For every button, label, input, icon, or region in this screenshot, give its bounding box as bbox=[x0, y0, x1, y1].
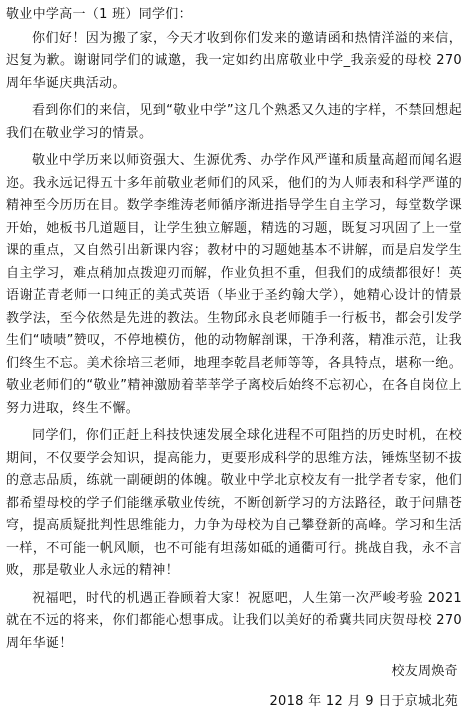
letter-salutation: 敬业中学高一（1 班）同学们： bbox=[6, 7, 192, 22]
letter-body bbox=[6, 4, 462, 713]
letter-paragraph-blessing: 祝福吧，时代的机遇正眷顾着大家！祝愿吧，人生第一次严峻考验 2021 就在不远的将来，你们都能心想事成。让我们以美好的希冀共同庆贺母校 270 周年华诞！ bbox=[6, 590, 462, 651]
letter-paragraph-encouragement: 同学们，你们正赶上科技快速发展全球化进程不可阻挡的历史时机，在校期间，不仅要学会知识，提高能力，更要形成科学的思维方法，锤炼坚韧不拔的意志品质，练就一副硬朗的体魄。敬业中学北京校友有一批学者专家，他们都希望母校的学子们能继承敬业传统，不断创新学习的方法路径，敢于问鼎苍穹，提高质疑批判性思维能力，力争为母校为自己攀登新的高峰。学习和生活一样，不可能一帆风顺，也不可能有坦荡如砥的通衢可行。挑战自我，永不言败，那是敬业人永远的精神！ bbox=[6, 428, 462, 578]
letter-signature: 校友周焕奇 bbox=[391, 664, 458, 679]
letter-date: 2018 年 12 月 9 日于京城北苑 bbox=[269, 693, 458, 709]
letter-paragraph-memories: 看到你们的来信，见到“敬业中学”这几个熟悉又久违的字样，不禁回想起我们在敬业学习的情景。 bbox=[6, 103, 462, 141]
letter-paragraph-greeting: 你们好！因为搬了家，今天才收到你们发来的邀请函和热情洋溢的来信，迟复为歉。谢谢同学们的诚邀，我一定如约出席敬业中学_我亲爱的母校 270 周年华诞庆典活动。 bbox=[6, 30, 462, 91]
letter-paragraph-teachers: 敬业中学历来以师资强大、生源优秀、办学作风严谨和质量高超而闻名遐迩。我永远记得五十多年前敬业老师们的风采，他们的为人师表和科学严谨的精神至今历历在目。数学李维涛老师循序渐进指导学生自主学习，每堂数学课开始，她板书几道题目，让学生独立解题，精选的习题，既复习巩固了上一堂课的重点，又自然引出新课内容；教材中的习题她基本不讲解，而是启发学生自主学习，难点稍加点拨迎刃而解，作业负担不重，但我们的成绩都很好！英语谢芷青老师一口纯正的美式英语（毕业于圣约翰大学），她精心设计的情景教学法，至今依然是先进的教法。生物邱永良老师随手一行板书，都会引发学生们“啧啧”赞叹，不停地模仿，他的动物解剖课，干净利落，精准示范，让我们终生不忘。美术徐培三老师，地理李乾昌老师等等，各具特点，堪称一绝。敬业老师们的“敬业”精神激励着莘莘学子离校后始终不忘初心，在各自岗位上努力进取，终生不懈。 bbox=[6, 153, 462, 416]
